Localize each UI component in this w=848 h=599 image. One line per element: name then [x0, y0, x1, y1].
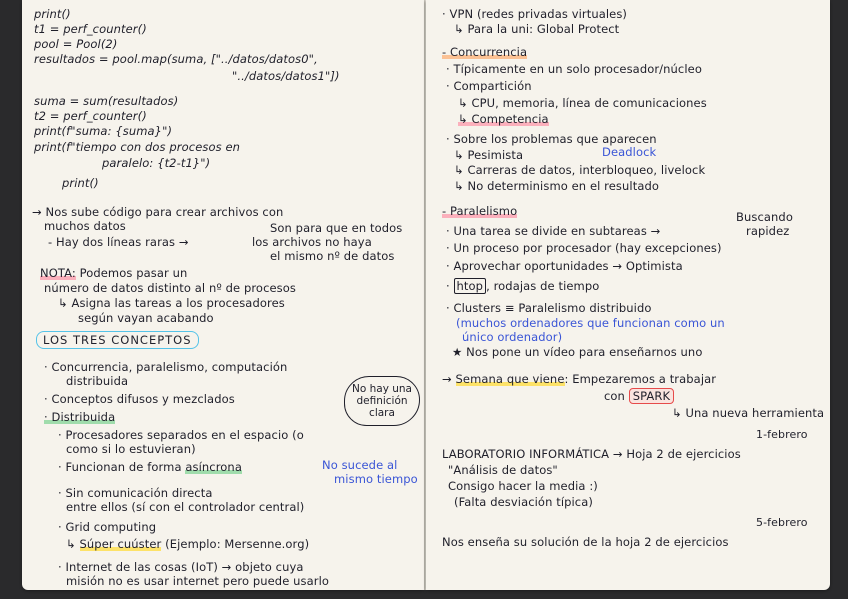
- note-line: · Sobre los problemas que aparecen: [446, 132, 657, 146]
- note-line: · Procesadores separados en el espacio (o: [58, 428, 304, 442]
- spark-box: SPARK: [629, 388, 674, 404]
- note-line: ↳ Una nueva herramienta: [672, 406, 825, 420]
- note-line: · VPN (redes privadas virtuales): [442, 7, 628, 21]
- note-line: · Aprovechar oportunidades → Optimista: [446, 259, 683, 273]
- bubble-line: clara: [369, 407, 395, 419]
- right-page: [426, 0, 830, 590]
- boxed-heading: LOS TRES CONCEPTOS: [36, 331, 199, 349]
- bubble-line: definición: [356, 395, 408, 407]
- note-line: · Conceptos difusos y mezclados: [44, 392, 235, 406]
- note-line: los archivos no haya: [252, 235, 372, 249]
- highlight-competencia: ↳ Competencia: [458, 112, 549, 126]
- annotation-blue: mismo tiempo: [334, 472, 418, 486]
- code-line: suma = sum(resultados): [34, 94, 179, 108]
- note-line: ↳ Asigna las tareas a los procesadores: [58, 296, 285, 310]
- note-line: · Concurrencia, paralelismo, computación: [44, 360, 288, 374]
- code-line: "../datos/datos1"]): [232, 69, 340, 83]
- nota-label: NOTA:: [40, 266, 76, 280]
- note-text: · Funcionan de forma: [58, 460, 182, 474]
- code-line: print(): [34, 7, 71, 21]
- note-line: LABORATORIO INFORMÁTICA → Hoja 2 de ejercicios: [442, 447, 741, 461]
- nota-line: [40, 266, 187, 280]
- note-line: · Grid computing: [58, 520, 157, 534]
- code-line: print(f"suma: {suma}"): [34, 124, 173, 138]
- code-line: resultados = pool.map(suma, ["../datos/datos0",: [34, 52, 318, 66]
- note-line: [604, 389, 674, 403]
- date-label: 5-febrero: [756, 516, 808, 529]
- note-line: · Un proceso por procesador (hay excepciones): [446, 241, 722, 255]
- note-line: rapidez: [746, 224, 790, 238]
- arrow-glyph: ↳: [66, 537, 76, 551]
- note-line: misión no es usar internet pero puede usarlo: [66, 574, 330, 588]
- note-text: , rodajas de tiempo: [486, 279, 600, 293]
- note-line: [442, 372, 716, 386]
- note-line: [458, 112, 549, 126]
- note-line: "Análisis de datos": [448, 463, 558, 477]
- note-line: Buscando: [736, 210, 793, 224]
- code-line: print(f"tiempo con dos procesos en: [34, 140, 241, 154]
- note-line: Son para que en todos: [270, 221, 403, 235]
- code-line: paralelo: {t2-t1}"): [102, 156, 211, 170]
- note-line: · Sin comunicación directa: [58, 486, 213, 500]
- note-line: (Falta desviación típica): [454, 495, 593, 509]
- date-label: 1-febrero: [756, 428, 808, 441]
- subheading-line: [442, 204, 517, 218]
- annotation-blue: (muchos ordenadores que funcionan como un: [456, 316, 725, 330]
- subheading-line: [442, 45, 527, 59]
- subheading-paralelismo: - Paralelismo: [442, 204, 518, 218]
- note-line: ↳ CPU, memoria, línea de comunicaciones: [458, 96, 707, 110]
- htop-box: htop: [454, 278, 487, 294]
- note-line: el mismo nº de datos: [270, 249, 395, 263]
- annotation-blue: No sucede al: [322, 458, 398, 472]
- note-line: · Compartición: [446, 79, 532, 93]
- note-line: → Nos sube código para crear archivos con: [32, 205, 284, 219]
- bubble-line: No hay una: [351, 383, 412, 395]
- subheading-concurrencia: - Concurrencia: [442, 45, 528, 59]
- left-page: [22, 0, 424, 590]
- note-line: · htop , rodajas de tiempo: [446, 279, 600, 293]
- note-line: ★ Nos pone un vídeo para enseñarnos uno: [452, 345, 703, 359]
- code-line: pool = Pool(2): [34, 37, 118, 51]
- note-line: [66, 537, 309, 551]
- note-line: · Clusters ≡ Paralelismo distribuido: [446, 301, 652, 315]
- section-heading: [36, 333, 199, 347]
- note-line: muchos datos: [44, 219, 126, 233]
- note-line: · Una tarea se divide en subtareas →: [446, 224, 661, 238]
- note-text: : Empezaremos a trabajar: [564, 372, 717, 386]
- note-line: ↳ Pesimista: [454, 148, 524, 162]
- highlight-asincrona: asíncrona: [185, 460, 242, 474]
- note-line: Nos enseña su solución de la hoja 2 de ejercicios: [442, 535, 729, 549]
- note-text: (Ejemplo: Mersenne.org): [165, 537, 310, 551]
- code-line: t1 = perf_counter(): [34, 22, 147, 36]
- note-line: entre ellos (sí con el controlador central): [66, 500, 305, 514]
- note-line: · Típicamente en un solo procesador/núcleo: [446, 62, 702, 76]
- subheading-distribuida: · Distribuida: [44, 410, 116, 424]
- nota-text: Podemos pasar un: [79, 266, 188, 280]
- notebook: [22, 0, 830, 599]
- code-line: print(): [62, 176, 99, 190]
- note-line: - Hay dos líneas raras →: [48, 235, 189, 249]
- annotation-blue: único ordenador): [462, 330, 563, 344]
- note-line: número de datos distinto al nº de procesos: [44, 281, 296, 295]
- note-line: distribuida: [66, 374, 129, 388]
- highlight-semana: Semana que viene: [455, 372, 565, 386]
- note-line: · Internet de las cosas (IoT) → objeto cuya: [58, 560, 304, 574]
- note-line: como si lo estuvieran): [66, 442, 196, 456]
- note-line: Consigo hacer la media :): [448, 479, 598, 493]
- subheading-line: [44, 410, 115, 424]
- annotation-blue: Deadlock: [602, 145, 657, 159]
- code-line: t2 = perf_counter(): [34, 109, 147, 123]
- note-line: ↳ Para la uni: Global Protect: [454, 22, 620, 36]
- note-line: ↳ Carreras de datos, interbloqueo, livelock: [454, 163, 706, 177]
- note-line: según vayan acabando: [78, 311, 214, 325]
- note-text: con: [604, 389, 625, 403]
- note-line: ↳ No determinismo en el resultado: [454, 179, 659, 193]
- note-line: [58, 460, 242, 474]
- speech-bubble: [344, 376, 420, 426]
- highlight-super-cluster: Súper cuúster: [79, 537, 162, 551]
- arrow-glyph: →: [442, 372, 452, 386]
